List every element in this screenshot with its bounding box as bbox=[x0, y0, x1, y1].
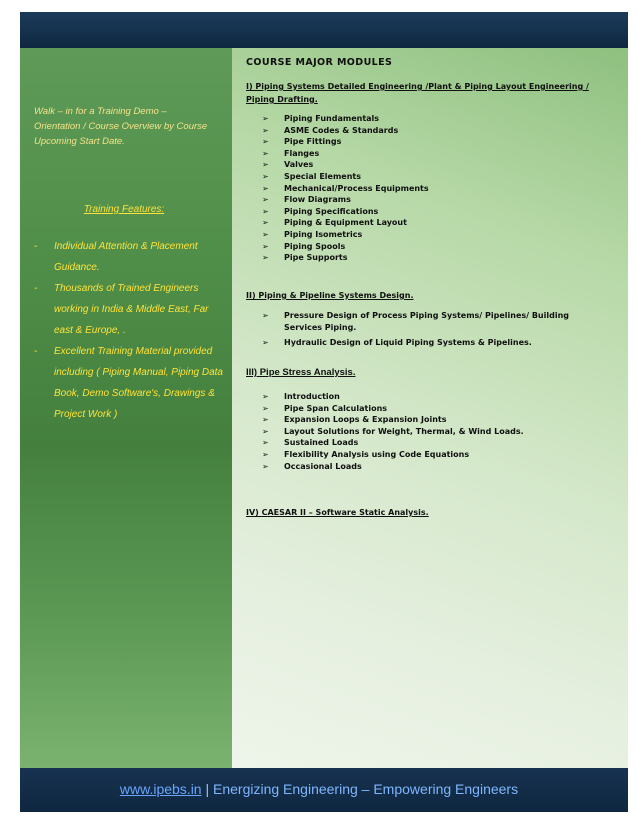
list-item: ➢ Flexibility Analysis using Code Equations bbox=[262, 449, 470, 459]
list-item: ➢ Pipe Span Calculations bbox=[262, 403, 388, 413]
list-item: ➢ Piping Isometrics bbox=[262, 229, 363, 239]
website-link[interactable]: www.ipebs.in bbox=[119, 781, 202, 797]
arrow-bullet-icon: ➢ bbox=[262, 160, 269, 170]
list-item: ➢ Occasional Loads bbox=[262, 461, 362, 471]
list-item: ➢ Hydraulic Design of Liquid Piping Systems & Pipelines. bbox=[262, 338, 532, 347]
list-item: ➢ Valves bbox=[262, 160, 314, 170]
training-features-list bbox=[34, 236, 224, 425]
dash-bullet-icon: - bbox=[34, 283, 38, 294]
arrow-bullet-icon: ➢ bbox=[262, 426, 269, 436]
section-2-list bbox=[262, 310, 602, 352]
arrow-bullet-icon: ➢ bbox=[262, 218, 269, 228]
list-item: ➢ Flanges bbox=[262, 148, 320, 158]
training-features-title: Training Features: bbox=[83, 204, 165, 215]
arrow-bullet-icon: ➢ bbox=[262, 148, 269, 158]
dash-bullet-icon: - bbox=[34, 346, 38, 357]
list-item: ➢ Layout Solutions for Weight, Thermal, & Wind Loads. bbox=[262, 426, 524, 436]
arrow-bullet-icon: ➢ bbox=[262, 195, 269, 205]
list-item: ➢ Pipe Fittings bbox=[262, 137, 342, 147]
list-item: ➢ Pressure Design of Process Piping Systems/ Pipelines/ Building Services Piping. bbox=[262, 311, 570, 332]
list-item: ➢ Introduction bbox=[262, 392, 340, 401]
arrow-bullet-icon: ➢ bbox=[262, 241, 269, 251]
list-item: ➢ Special Elements bbox=[262, 171, 361, 181]
list-item: ➢ ASME Codes & Standards bbox=[262, 125, 399, 135]
footer-tagline: Energizing Engineering – Empowering Engineers bbox=[213, 781, 519, 797]
arrow-bullet-icon: ➢ bbox=[262, 338, 269, 347]
list-item: ➢ Pipe Supports bbox=[262, 253, 348, 263]
arrow-bullet-icon: ➢ bbox=[262, 183, 269, 193]
list-item: ➢ Piping Specifications bbox=[262, 206, 379, 216]
feature-item: - Excellent Training Material provided including ( Piping Manual, Piping Data Book, Demo Software's, Drawings & Project Work ) bbox=[34, 341, 224, 425]
feature-item: - Individual Attention & Placement Guidance. bbox=[34, 236, 224, 278]
arrow-bullet-icon: ➢ bbox=[262, 125, 269, 135]
dash-bullet-icon: - bbox=[34, 241, 38, 252]
arrow-bullet-icon: ➢ bbox=[262, 415, 269, 425]
arrow-bullet-icon: ➢ bbox=[262, 392, 269, 401]
section-1-list bbox=[262, 113, 429, 264]
footer-line bbox=[0, 781, 638, 797]
arrow-bullet-icon: ➢ bbox=[262, 461, 269, 471]
arrow-bullet-icon: ➢ bbox=[262, 438, 269, 448]
list-item: ➢ Piping & Equipment Layout bbox=[262, 218, 407, 228]
section-title: III) Pipe Stress Analysis. bbox=[246, 367, 356, 378]
arrow-bullet-icon: ➢ bbox=[262, 311, 269, 320]
section-title: I) Piping Systems Detailed Engineering /Plant & Piping Layout Engineering / Piping Drafting. bbox=[246, 82, 589, 104]
arrow-bullet-icon: ➢ bbox=[262, 403, 269, 413]
list-item: ➢ Piping Fundamentals bbox=[262, 114, 380, 123]
top-band bbox=[20, 12, 628, 48]
list-item: ➢ Piping Spools bbox=[262, 241, 346, 251]
list-item: ➢ Expansion Loops & Expansion Joints bbox=[262, 415, 447, 425]
arrow-bullet-icon: ➢ bbox=[262, 449, 269, 459]
arrow-bullet-icon: ➢ bbox=[262, 137, 269, 147]
sidebar-intro: Walk – in for a Training Demo – Orientation / Course Overview by Course Upcoming Start Date. bbox=[34, 106, 208, 147]
list-item: ➢ Flow Diagrams bbox=[262, 195, 351, 205]
footer-separator: | bbox=[205, 781, 210, 797]
arrow-bullet-icon: ➢ bbox=[262, 253, 269, 263]
arrow-bullet-icon: ➢ bbox=[262, 114, 269, 123]
section-title: II) Piping & Pipeline Systems Design. bbox=[246, 291, 414, 300]
arrow-bullet-icon: ➢ bbox=[262, 229, 269, 239]
list-item: ➢ Sustained Loads bbox=[262, 438, 359, 448]
list-item: ➢ Mechanical/Process Equipments bbox=[262, 183, 429, 193]
section-title: IV) CAESAR II – Software Static Analysis. bbox=[246, 508, 429, 517]
course-modules-heading: COURSE MAJOR MODULES bbox=[246, 57, 393, 68]
feature-item: - Thousands of Trained Engineers working in India & Middle East, Far east & Europe, . bbox=[34, 278, 224, 341]
arrow-bullet-icon: ➢ bbox=[262, 206, 269, 216]
section-3-list bbox=[262, 391, 524, 472]
arrow-bullet-icon: ➢ bbox=[262, 171, 269, 181]
